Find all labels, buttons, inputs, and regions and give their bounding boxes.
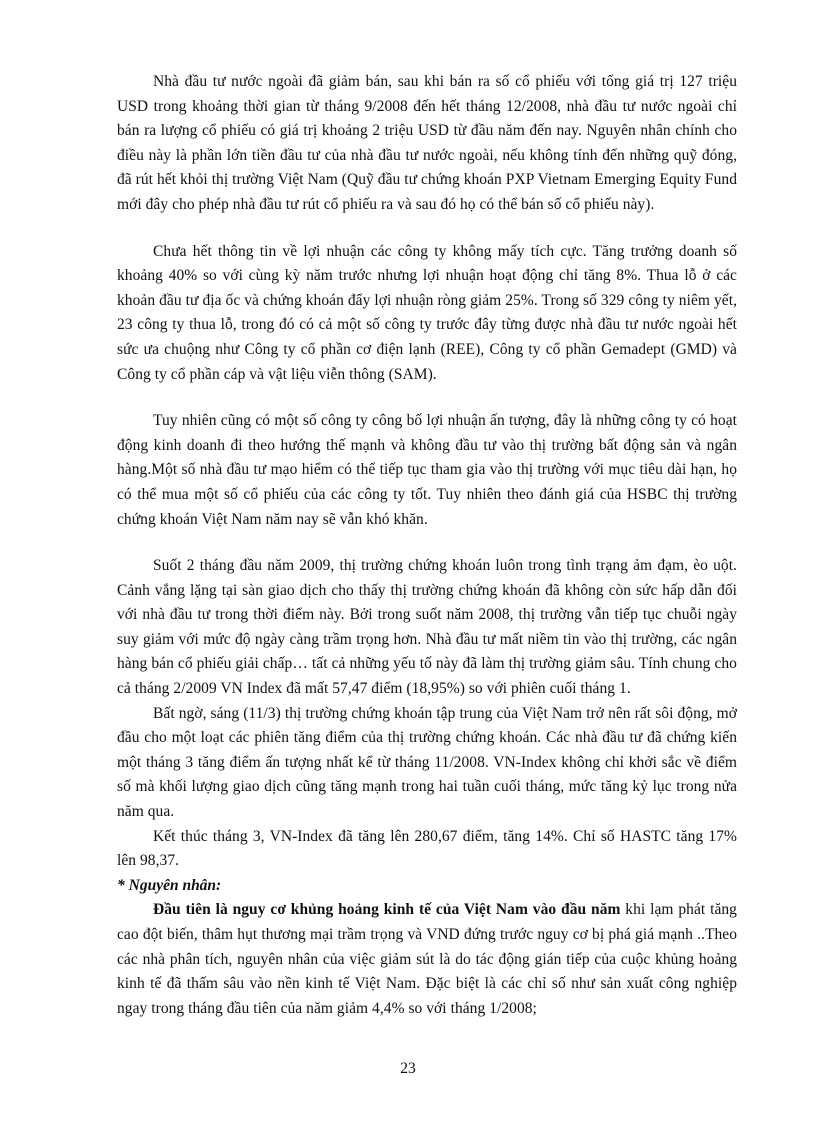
section-heading-causes: * Nguyên nhân: bbox=[117, 876, 222, 894]
paragraph-causes bbox=[117, 898, 737, 1021]
paragraph-impressive-profits: Tuy nhiên cũng có một số công ty công bố lợi nhuận ấn tượng, đây là những công ty có hoạt động kinh doanh đi theo hướng thế mạnh và không đầu tư vào thị trường bất động sản và ngân hàng.Một số nhà đầu tư mạo hiểm có thể tiếp tục tham gia vào thị trường với mục tiêu dài hạn, họ có thể mua một số cổ phiếu của các công ty tốt. Tuy nhiên theo đánh giá của HSBC thị trường chứng khoán Việt Nam năm nay sẽ vẫn khó khăn. bbox=[117, 412, 737, 528]
document-body bbox=[117, 70, 737, 1021]
page-number: 23 bbox=[400, 1060, 416, 1077]
paragraph-early-2009-market: Suốt 2 tháng đầu năm 2009, thị trường chứng khoán luôn trong tình trạng ảm đạm, èo uột. Cảnh vắng lặng tại sàn giao dịch cho thấy thị trường chứng khoán đã không còn sức hấp dẫn đối với nhà đầu tư trong thời điểm này. Bởi trong suốt năm 2008, thị trường vẫn tiếp tục chuỗi ngày suy giảm với mức độ ngày càng trầm trọng hơn. Nhà đầu tư mất niềm tin vào thị trường, các ngân hàng bán cổ phiếu giải chấp… tất cả những yếu tố này đã làm thị trường giảm sâu. Tính chung cho cả tháng 2/2009 VN Index đã mất 57,47 điểm (18,95%) so với phiên cuối tháng 1. bbox=[117, 557, 737, 698]
paragraph-company-profits: Chưa hết thông tin về lợi nhuận các công ty không mấy tích cực. Tăng trưởng doanh số khoảng 40% so với cùng kỳ năm trước nhưng lợi nhuận hoạt động chỉ tăng 8%. Thua lỗ ở các khoản đầu tư địa ốc và chứng khoán đẩy lợi nhuận ròng giảm 25%. Trong số 329 công ty niêm yết, 23 công ty thua lỗ, trong đó có cả một số công ty trước đây từng được nhà đầu tư nước ngoài hết sức ưa chuộng như Công ty cổ phần cơ điện lạnh (REE), Công ty cổ phần Gemadept (GMD) và Công ty cổ phần cáp và vật liệu viễn thông (SAM). bbox=[117, 242, 737, 383]
paragraph-march-result: Kết thúc tháng 3, VN-Index đã tăng lên 280,67 điểm, tăng 14%. Chỉ số HASTC tăng 17% lên 98,37. bbox=[117, 827, 737, 870]
paragraph-foreign-investors: Nhà đầu tư nước ngoài đã giảm bán, sau khi bán ra số cổ phiếu với tổng giá trị 127 triệu USD trong khoảng thời gian từ tháng 9/2008 đến hết tháng 12/2008, nhà đầu tư nước ngoài chỉ bán ra lượng cổ phiếu có giá trị khoảng 2 triệu USD từ đầu năm đến nay. Nguyên nhân chính cho điều này là phần lớn tiền đầu tư của nhà đầu tư nước ngoài, nếu không tính đến những quỹ đóng, đã rút hết khỏi thị trường Việt Nam (Quỹ đầu tư chứng khoán PXP Vietnam Emerging Equity Fund mới đây cho phép nhà đầu tư rút cổ phiếu ra và sau đó họ có thể bán số cổ phiếu này). bbox=[117, 73, 737, 213]
paragraph-causes-text: khi lạm phát tăng cao đột biến, thâm hụt thương mại trầm trọng và VND đứng trước nguy cơ bị phá giá mạnh ..Theo các nhà phân tích, nguyên nhân của việc giảm sút là do tác động gián tiếp của cuộc khủng hoảng kinh tế đã thấm sâu vào nền kinh tế Việt Nam. Đặc biệt là các chỉ số như sản xuất công nghiệp ngay trong tháng đầu tiên của năm giảm 4,4% so với tháng 1/2008; bbox=[117, 901, 737, 1017]
bold-lead-phrase: Đầu tiên là nguy cơ khủng hoảng kinh tế của Việt Nam vào đầu năm bbox=[153, 901, 621, 919]
paragraph-march-rally: Bất ngờ, sáng (11/3) thị trường chứng khoán tập trung của Việt Nam trở nên rất sôi động, mở đầu cho một loạt các phiên tăng điểm của thị trường chứng khoán. Các nhà đầu tư đã chứng kiến một tháng 3 tăng điểm ấn tượng nhất kể từ tháng 11/2008. VN-Index không chỉ khởi sắc về điểm số mà khối lượng giao dịch cũng tăng mạnh trong hai tuần cuối tháng, mức tăng kỷ lục trong nửa năm qua. bbox=[117, 704, 737, 821]
